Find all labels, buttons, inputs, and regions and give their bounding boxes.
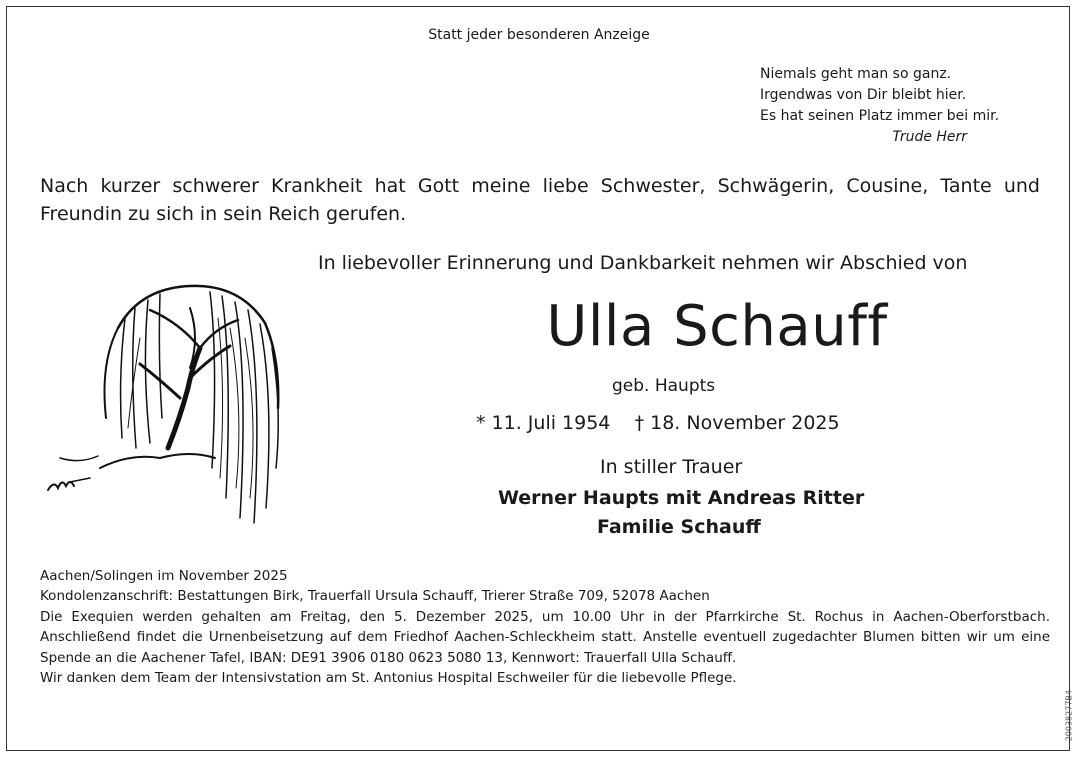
funeral-details [40,566,1050,688]
intro-text: Nach kurzer schwerer Krankheit hat Gott meine liebe Schwester, Schwägerin, Cousine, Tante und Freundin zu sich in sein Reich gerufen. [40,175,1040,225]
mourning-label: In stiller Trauer [600,456,743,478]
header-line: Statt jeder besonderen Anzeige [428,27,650,43]
maiden-name: geb. Haupts [612,376,716,396]
birth-date: * 11. Juli 1954 [476,412,611,434]
ad-code: 20038277B4 [1064,690,1073,742]
deceased-name-text: Ulla Schauff [546,294,888,359]
mourner-2: Familie Schauff [597,516,761,538]
deceased-name [0,294,1078,359]
place-date: Aachen/Solingen im November 2025 [40,568,288,584]
funeral-info: Die Exequien werden gehalten am Freitag, den 5. Dezember 2025, um 10.00 Uhr in der Pfarrkirche St. Rochus in Aachen-Oberforstbach. Anschließend findet die Urnenbeisetzung auf dem Friedhof Aachen-Schleckheim statt. Anstelle eventuell zugedachter Blumen bitten wir um eine Spende an die Aachener Tafel, IBAN: DE91 3906 0180 0623 5080 13, Kennwort: Trauerfall Ulla Schauff. [40,608,1050,666]
condolence-address: Kondolenzanschrift: Bestattungen Birk, Trauerfall Ursula Schauff, Trierer Straße 709, 52078 Aachen [40,588,710,605]
farewell-line: In liebevoller Erinnerung und Dankbarkeit nehmen wir Abschied von [318,252,968,274]
poem-line-2: Irgendwas von Dir bleibt hier. [760,87,967,103]
poem-line-3: Es hat seinen Platz immer bei mir. [760,108,1000,124]
poem-line-1: Niemals geht man so ganz. [760,66,952,82]
life-dates [476,412,840,434]
poem-author: Trude Herr [892,129,968,145]
mourner-1: Werner Haupts mit Andreas Ritter [498,487,865,509]
death-date: † 18. November 2025 [634,412,840,434]
thanks-line: Wir danken dem Team der Intensivstation am St. Antonius Hospital Eschweiler für die liebevolle Pflege. [40,670,737,687]
poem [760,64,999,148]
